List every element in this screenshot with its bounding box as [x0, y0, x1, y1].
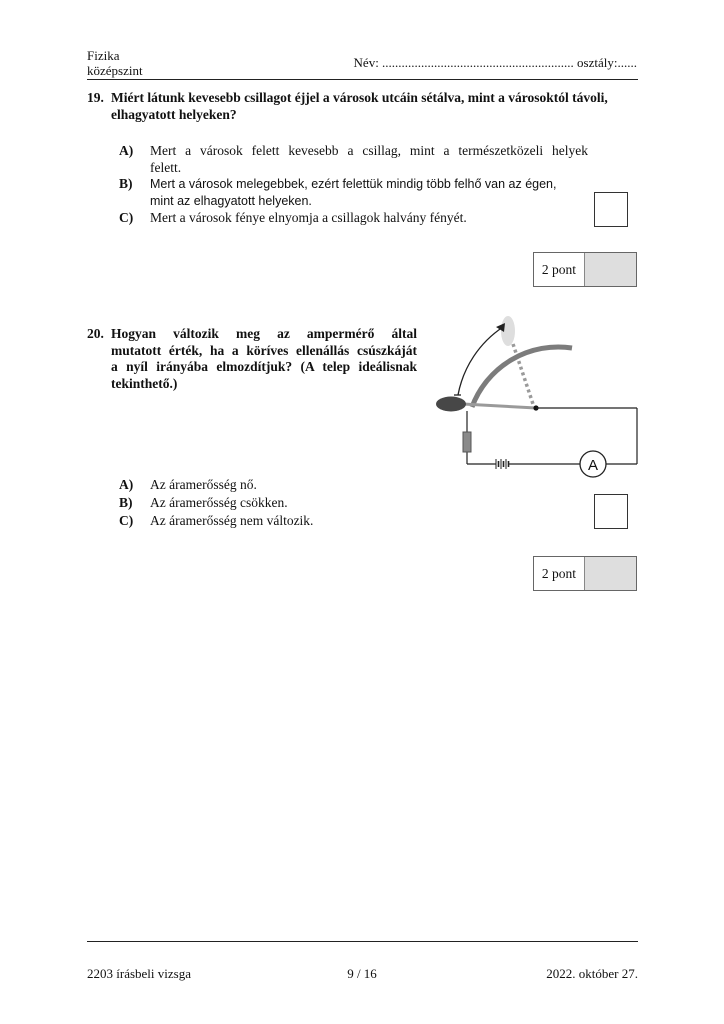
- points-label: 2 pont: [534, 557, 585, 590]
- option-text: Az áramerősség csökken.: [150, 495, 288, 510]
- resistor-icon: [463, 432, 471, 452]
- option-letter: A): [119, 143, 134, 158]
- battery-icon: [494, 459, 510, 469]
- question-text-line: elhagyatott helyeken?: [111, 106, 237, 122]
- answer-box-19[interactable]: [594, 192, 628, 227]
- option-text: Az áramerősség nem változik.: [150, 513, 314, 528]
- option-20-a: [119, 477, 419, 494]
- circuit-diagram: [420, 300, 650, 485]
- option-19-c: [119, 210, 589, 227]
- option-text-line: mint az elhagyatott helyeken.: [150, 193, 312, 208]
- option-20-c: [119, 513, 419, 530]
- option-letter: C): [119, 513, 134, 528]
- points-box-19: [533, 252, 637, 287]
- header-subject-block: [87, 48, 143, 78]
- question-text-line: a nyíl irányába elmozdítjuk? (A telep ideálisnak: [111, 359, 417, 374]
- answer-box-20[interactable]: [594, 494, 628, 529]
- option-19-b: [119, 176, 589, 210]
- footer-page-number: 9 / 16: [347, 966, 377, 981]
- option-letter: C): [119, 210, 134, 225]
- option-text-line: Mert a városok fénye elnyomja a csillagok halvány fényét.: [150, 210, 467, 225]
- option-text: Az áramerősség nő.: [150, 477, 257, 492]
- option-text-line: felett.: [150, 159, 182, 175]
- option-text-line: Mert a városok melegebbek, ezért felettük mindig több felhő van az égen,: [150, 177, 557, 191]
- name-class-field: Név: ........................................................... osztály:......: [353, 55, 637, 70]
- arc-resistor: [472, 347, 572, 407]
- option-letter: A): [119, 477, 134, 492]
- footer-exam: 2203 írásbeli vizsga: [87, 966, 191, 981]
- score-field[interactable]: [585, 253, 636, 286]
- question-text-line: tekinthető.): [111, 375, 178, 391]
- points-label: 2 pont: [534, 253, 585, 286]
- direction-arc-arrow: [458, 327, 503, 395]
- option-letter: B): [119, 495, 133, 510]
- points-box-20: [533, 556, 637, 591]
- header-level: középszint: [87, 63, 143, 78]
- footer-date: 2022. október 27.: [546, 966, 638, 981]
- question-text-line: Hogyan változik meg az ampermérő által: [111, 326, 417, 341]
- option-text-line: Mert a városok felett kevesebb a csillag, mint a természetközeli helyek: [150, 143, 588, 158]
- header-subject: Fizika: [87, 48, 120, 63]
- question-text-line: Miért látunk kevesebb csillagot éjjel a városok utcáin sétálva, mint a városoktól távoli,: [111, 90, 608, 105]
- question-19: [87, 90, 647, 123]
- header-divider: [87, 79, 638, 80]
- score-field[interactable]: [585, 557, 636, 590]
- ammeter-label: A: [587, 457, 599, 474]
- question-number: 20.: [87, 326, 104, 341]
- option-20-b: [119, 495, 419, 512]
- option-19-a: [119, 143, 589, 177]
- footer-divider: [87, 941, 638, 942]
- question-number: 19.: [87, 90, 104, 105]
- slider-knob-icon: [436, 397, 466, 412]
- option-letter: B): [119, 176, 133, 191]
- question-text-line: mutatott érték, ha a köríves ellenállás csúszkáját: [111, 342, 417, 358]
- question-20: [87, 326, 417, 392]
